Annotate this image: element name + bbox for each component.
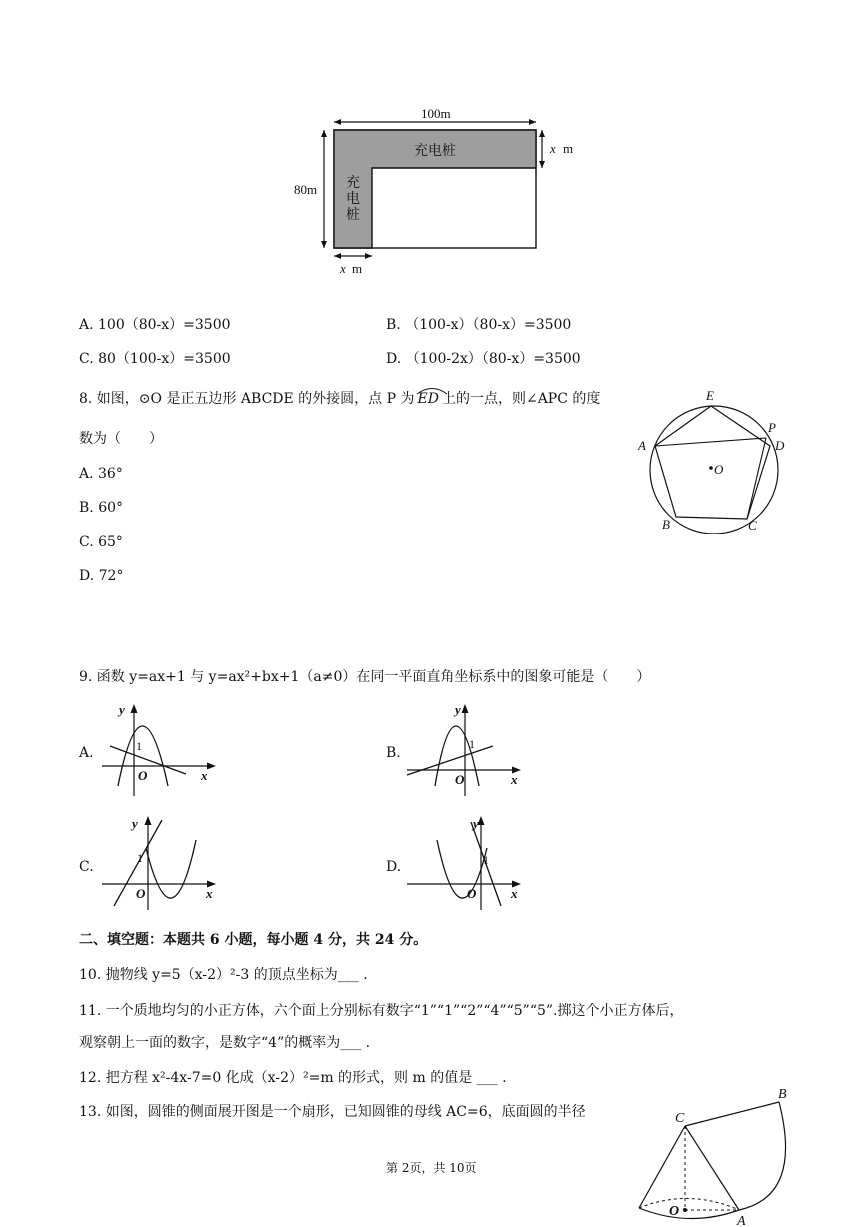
q7-option-a: A. 100（80-x）=3500 [79,317,231,333]
q7-v-strip-char-2: 电 [346,192,360,207]
q7-option-b: B. （100-x）（80-x）=3500 [386,317,572,333]
svg-text:1: 1 [469,737,475,751]
cone-left-slant [639,1126,685,1208]
q12-text: 12. 把方程 x²-4x-7=0 化成（x-2）²=m 的形式，则 m 的值是 ___ . [79,1070,507,1086]
q9-graph-c [100,812,220,912]
q9-graph-d [405,812,525,912]
q11-line2: 观察朝上一面的数字，是数字“4”的概率为___ . [79,1035,371,1051]
svg-text:x: x [511,886,518,901]
svg-text:E: E [706,388,714,403]
svg-text:O: O [714,462,724,477]
q8-arc-label: ED [417,391,439,407]
q9-stem: 9. 函数 y=ax+1 与 y=ax²+bx+1（a≠0）在同一平面直角坐标系中的图象可能是（ ） [79,669,651,685]
q8-arc-label-wrap [415,392,442,406]
q8-stem-line2: 数为（ ） [79,431,163,447]
svg-text:x: x [206,886,213,901]
q7-figure [290,105,590,280]
pentagon [655,406,770,519]
svg-text:P: P [768,420,776,435]
svg-text:O: O [669,1204,680,1219]
q8-stem-line1 [79,392,600,406]
svg-text:O: O [138,768,148,783]
svg-text:C: C [748,518,757,533]
q9-graph-a [100,700,220,800]
svg-text:B: B [662,517,670,532]
q7-right-var: x [550,141,556,156]
q13-figure [625,1086,805,1227]
svg-text:A: A [737,1214,746,1227]
svg-text:x: x [201,768,208,783]
q9-option-c-label: C. [79,859,94,875]
q7-left-label: 80m [294,182,318,197]
ca-slant [685,1126,739,1210]
q11-line1: 11. 一个质地均匀的小正方体，六个面上分别标有数字“1”“1”“2”“4”“5”“5”.掷这个小正方体后， [79,1003,684,1019]
section2-heading: 二、填空题：本题共 6 小题，每小题 4 分，共 24 分。 [79,932,428,948]
q8-option-a: A. 36° [79,466,123,482]
svg-text:C: C [675,1111,685,1126]
q9-graph-b [405,700,525,800]
q8-stem-post: 上的一点，则∠APC 的度 [441,391,601,407]
svg-text:O: O [467,886,477,901]
svg-text:O: O [136,886,146,901]
q8-figure [630,384,790,534]
svg-text:O: O [455,772,465,787]
q7-bottom-unit: m [352,261,363,276]
q7-bottom-var: x [340,261,346,276]
q7-option-c: C. 80（100-x）=3500 [79,351,231,367]
q9-option-b-label: B. [386,745,401,761]
q7-v-strip-char-3: 桩 [346,208,360,223]
svg-text:D: D [775,438,785,453]
segment-ap [655,438,766,446]
q8-option-b: B. 60° [79,500,124,516]
q10-text: 10. 抛物线 y=5（x-2）²-3 的顶点坐标为___ . [79,967,368,983]
page-footer: 第 2页，共 10页 [386,1161,477,1175]
svg-text:1: 1 [136,739,142,753]
q9-option-d-label: D. [386,859,402,875]
q7-option-d: D. （100-2x）（80-x）=3500 [386,351,581,367]
sector-arc [739,1102,786,1210]
svg-text:y: y [132,816,138,831]
q7-v-strip-char-1: 充 [346,176,360,191]
svg-text:y: y [119,702,125,717]
cb-radius [685,1102,779,1126]
svg-text:B: B [778,1087,787,1102]
arc-mark-icon [415,385,449,395]
svg-text:1: 1 [137,851,143,865]
q9-option-a-label: A. [79,745,94,761]
q13-line1: 13. 如图，圆锥的侧面展开图是一个扇形，已知圆锥的母线 AC=6，底面圆的半径 [79,1104,586,1120]
center-dot [709,466,713,470]
svg-text:y: y [473,816,479,831]
q8-option-d: D. 72° [79,568,124,584]
svg-text:y: y [455,702,461,717]
svg-text:x: x [511,772,518,787]
q8-option-c: C. 65° [79,534,123,550]
q8-stem-pre: 8. 如图，⊙O 是正五边形 ABCDE 的外接圆，点 P 为 [79,391,415,407]
svg-text:A: A [638,438,646,453]
q7-top-label: 100m [421,106,451,121]
segment-pc [747,438,766,519]
q7-right-unit: m [563,141,574,156]
q7-h-strip-label: 充电桩 [414,144,456,159]
svg-text:1: 1 [483,853,489,867]
